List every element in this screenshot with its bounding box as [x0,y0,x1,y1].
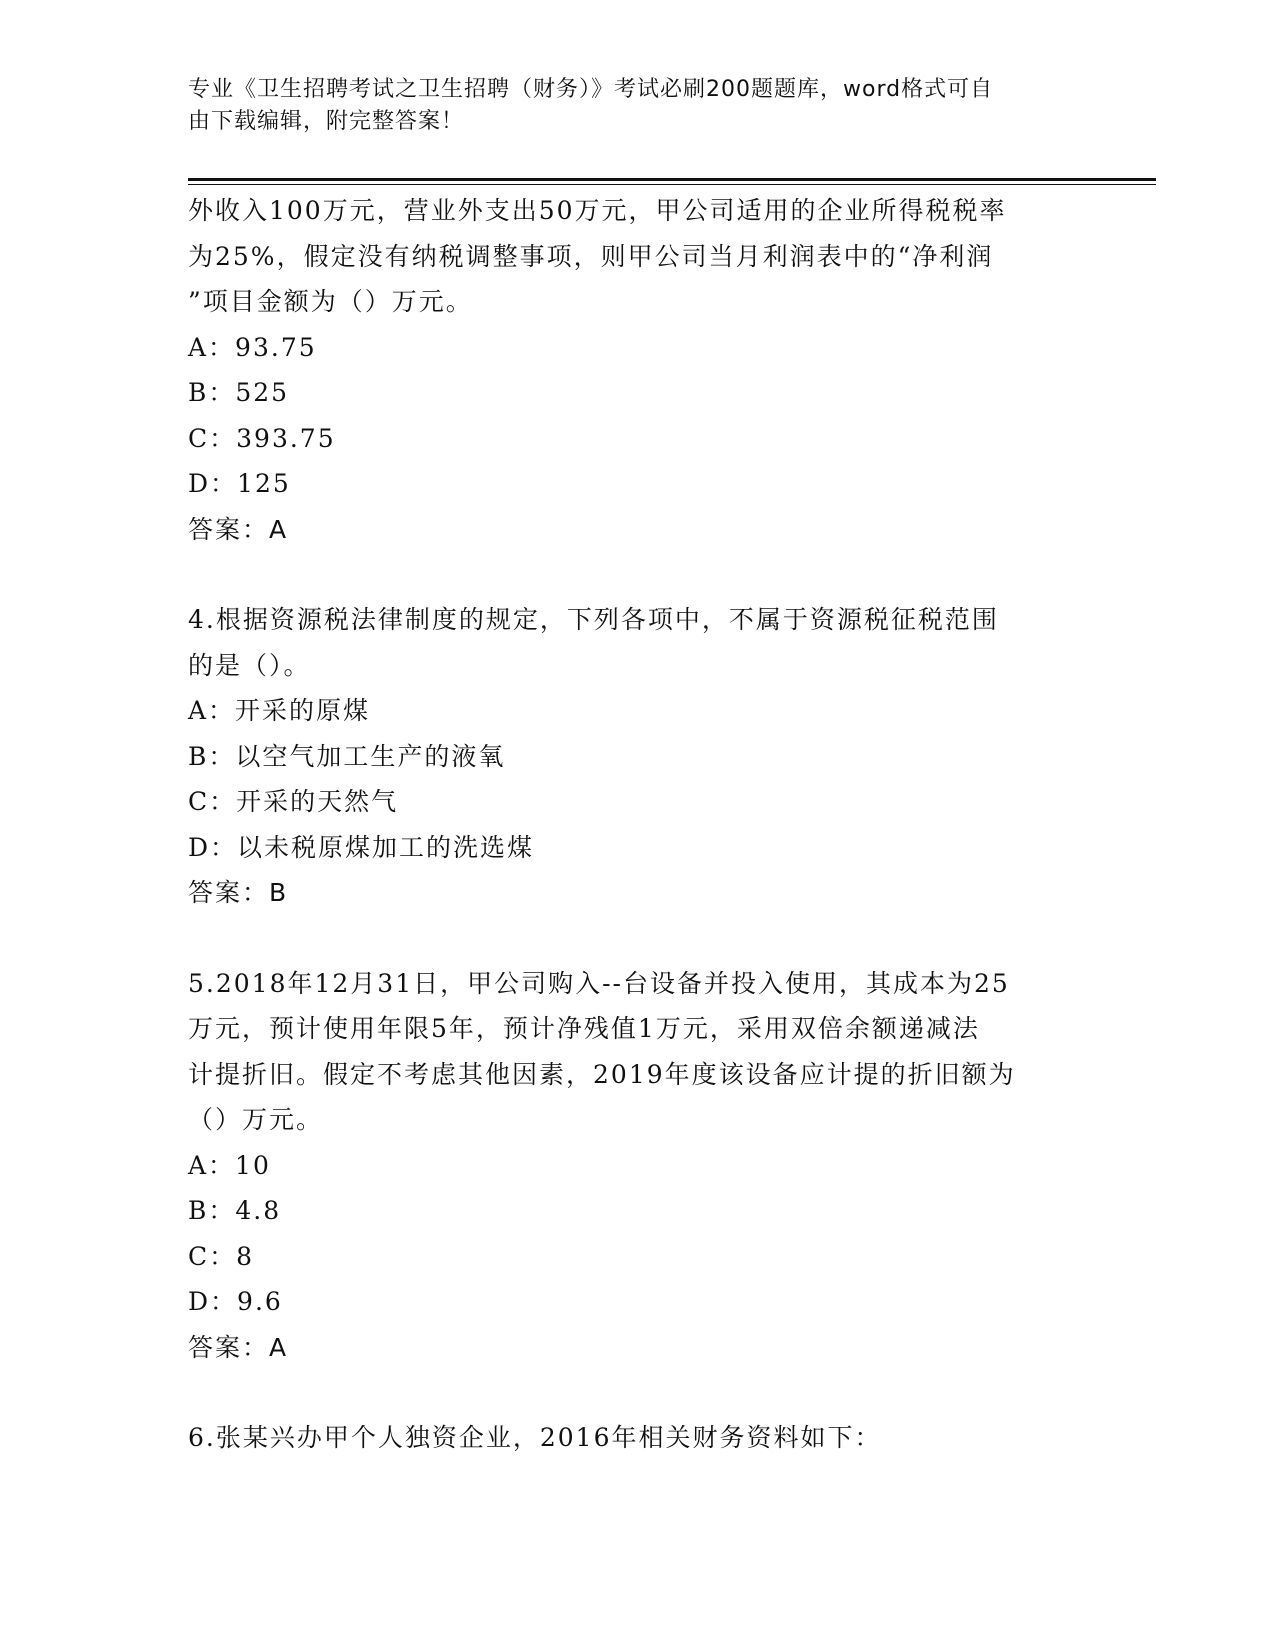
question-stem-line: 计提折旧。假定不考虑其他因素，2019年度该设备应计提的折旧额为 [188,1059,1016,1089]
question-stem-line: 外收入100万元，营业外支出50万元，甲公司适用的企业所得税税率 [188,196,1007,225]
option-b: B：以空气加工生产的液氧 [188,741,506,771]
document-header [188,74,1068,138]
question-stem-line: 万元，预计使用年限5年，预计净残值1万元，采用双倍余额递减法 [188,1014,980,1043]
option-d: D：以未税原煤加工的洗选煤 [188,832,535,862]
option-b: B：525 [188,378,290,407]
answer-text: 答案：A [188,1332,289,1362]
option-d: D：9.6 [188,1287,283,1316]
option-d: D：125 [188,469,291,498]
answer-text: 答案：B [188,878,289,907]
question-3 [188,188,1088,552]
option-b: B：4.8 [188,1196,282,1225]
question-6 [188,1415,1088,1461]
question-stem-line: （）万元。 [188,1105,324,1134]
question-4 [188,597,1088,916]
question-list [188,188,1088,1461]
question-stem-line: ”项目金额为（）万元。 [188,287,473,316]
question-stem-line: 为25%，假定没有纳税调整事项，则甲公司当月利润表中的“净利润 [188,241,994,271]
header-rule-thick [188,178,1156,181]
header-title-line-1: 专业《卫生招聘考试之卫生招聘（财务）》考试必刷200题题库，word格式可自 [188,77,994,102]
question-stem-line: 5.2018年12月31日，甲公司购入--台设备并投入使用，其成本为25 [188,968,1010,998]
question-stem-line: 6.张某兴办甲个人独资企业，2016年相关财务资料如下： [188,1423,882,1452]
question-spacer [188,552,1088,597]
option-c: C：开采的天然气 [188,787,399,816]
option-c: C：8 [188,1241,255,1271]
option-a: A：10 [188,1150,271,1180]
question-stem-line: 的是（）。 [188,650,311,680]
question-spacer [188,916,1088,961]
question-5 [188,961,1088,1371]
header-rule-thin [188,184,1156,185]
question-stem-line: 4.根据资源税法律制度的规定，下列各项中，不属于资源税征税范围 [188,605,999,634]
answer-text: 答案：A [188,514,289,544]
question-spacer [188,1370,1088,1415]
header-title-line-2: 由下载编辑，附完整答案！ [188,109,465,134]
option-a: A：93.75 [188,332,317,362]
option-c: C：393.75 [188,423,336,453]
option-a: A：开采的原煤 [188,696,371,725]
